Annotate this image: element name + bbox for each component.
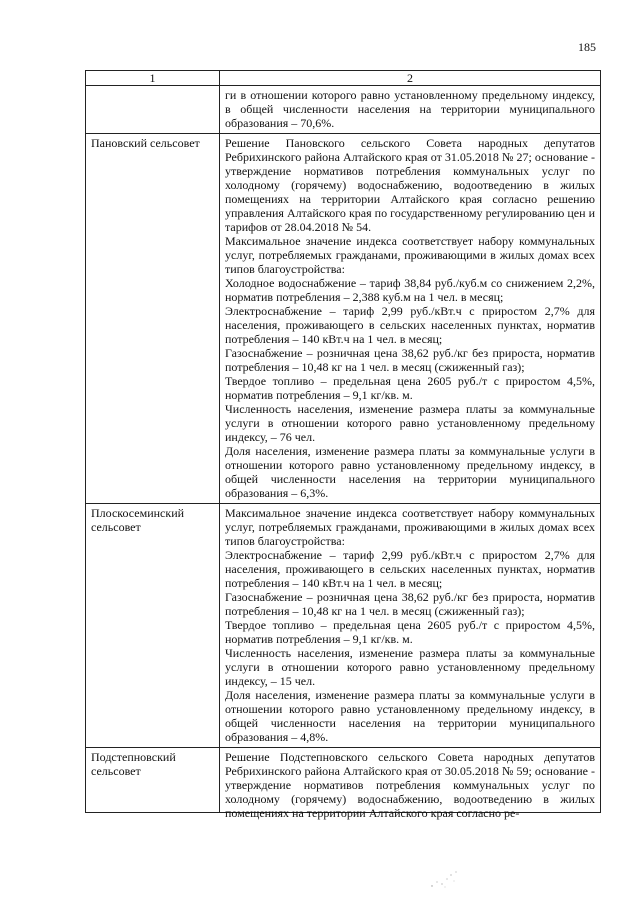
description-cell bbox=[220, 504, 601, 748]
description-cell bbox=[220, 86, 601, 134]
paragraph: Численность населения, изменение размера платы за коммунальные услуги в отношении которого равно установленному предельному индексу, – 76 чел. bbox=[225, 402, 595, 444]
column-header-1: 1 bbox=[86, 71, 220, 86]
paragraph: Твердое топливо – предельная цена 2605 руб./т с приростом 4,5%, норматив потребления – 9,1 кг/кв. м. bbox=[225, 374, 595, 402]
paragraph: Доля населения, изменение размера платы за коммунальные услуги в отношении которого равно установленному предельному индексу, в общей численности населения на территории муниципального образования – 6,3%. bbox=[225, 444, 595, 500]
paragraph: Газоснабжение – розничная цена 38,62 руб./кг без прироста, норматив потребления – 10,48 кг на 1 чел. в месяц (сжиженный газ); bbox=[225, 590, 595, 618]
column-header-2: 2 bbox=[220, 71, 601, 86]
paragraph: ги в отношении которого равно установленному предельному индексу, в общей численности населения на территории муниципального образования – 70,6%. bbox=[225, 88, 595, 130]
scan-speckle bbox=[428, 868, 462, 890]
table-row bbox=[86, 504, 601, 748]
page-number: 185 bbox=[578, 40, 596, 54]
paragraph: Электроснабжение – тариф 2,99 руб./кВт.ч с приростом 2,7% для населения, проживающего в сельских населенных пунктах, норматив потребления – 140 кВт.ч на 1 чел. в месяц; bbox=[225, 304, 595, 346]
paragraph: Решение Пановского сельского Совета народных депутатов Ребрихинского района Алтайского края от 31.05.2018 № 27; основание - утверждение нормативов потребления коммунальных услуг по холодному (горячему) водоснабжению, водоотведению в жилых помещениях на территории Алтайского края согласно решению управления Алтайского края по государственному регулированию цен и тарифов от 28.04.2018 № 54. bbox=[225, 136, 595, 234]
description-cell bbox=[220, 748, 601, 820]
paragraph: Максимальное значение индекса соответствует набору коммунальных услуг, потребляемых гражданами, проживающими в жилых домах всех типов благоустройства: bbox=[225, 234, 595, 276]
table-row bbox=[86, 748, 601, 813]
paragraph: Решение Подстепновского сельского Совета народных депутатов Ребрихинского района Алтайского края от 30.05.2018 № 59; основание - утверждение нормативов потребления коммунальных услуг по холодному (горячему) водоснабжению, водоотведению в жилых помещениях на территории Алтайского края согласно ре- bbox=[225, 750, 595, 820]
table-header-row bbox=[86, 71, 601, 86]
paragraph: Численность населения, изменение размера платы за коммунальные услуги в отношении которого равно установленному предельному индексу, – 15 чел. bbox=[225, 646, 595, 688]
document-table bbox=[85, 70, 601, 820]
municipality-name: Плоскосеминский сельсовет bbox=[86, 504, 220, 748]
paragraph: Доля населения, изменение размера платы за коммунальные услуги в отношении которого равно установленному предельному индексу, в общей численности населения на территории муниципального образования – 4,8%. bbox=[225, 688, 595, 744]
table-row bbox=[86, 134, 601, 504]
paragraph: Газоснабжение – розничная цена 38,62 руб./кг без прироста, норматив потребления – 10,48 кг на 1 чел. в месяц (сжиженный газ); bbox=[225, 346, 595, 374]
paragraph: Холодное водоснабжение – тариф 38,84 руб./куб.м со снижением 2,2%, норматив потребления – 2,388 куб.м на 1 чел. в месяц; bbox=[225, 276, 595, 304]
municipality-name: Подстепновский сельсовет bbox=[86, 748, 220, 813]
cell-clip bbox=[225, 750, 595, 820]
paragraph: Максимальное значение индекса соответствует набору коммунальных услуг, потребляемых гражданами, проживающими в жилых домах всех типов благоустройства: bbox=[225, 506, 595, 548]
table-row bbox=[86, 86, 601, 134]
paragraph: Твердое топливо – предельная цена 2605 руб./т с приростом 4,5%, норматив потребления – 9,1 кг/кв. м. bbox=[225, 618, 595, 646]
paragraph: Электроснабжение – тариф 2,99 руб./кВт.ч с приростом 2,7% для населения, проживающего в сельских населенных пунктах, норматив потребления – 140 кВт.ч на 1 чел. в месяц; bbox=[225, 548, 595, 590]
description-cell bbox=[220, 134, 601, 504]
municipality-name: Пановский сельсовет bbox=[86, 134, 220, 504]
municipality-name bbox=[86, 86, 220, 134]
